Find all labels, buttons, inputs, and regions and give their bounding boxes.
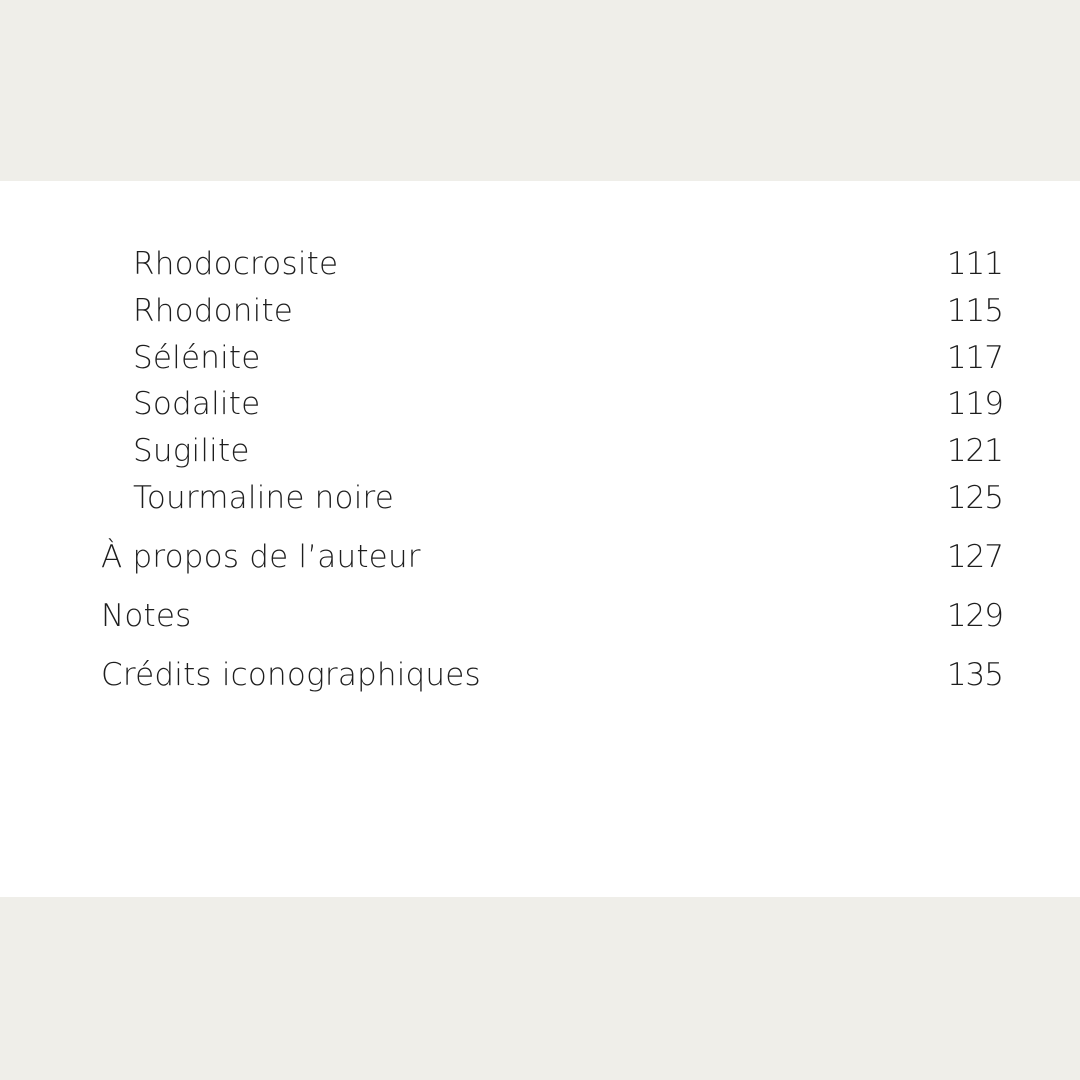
book-page [0,181,1080,897]
toc-entry [0,537,1080,577]
toc-entry [0,655,1080,695]
toc-entry-page-number: 135 [946,657,1003,693]
toc-entry-title: Tourmaline noire [133,480,395,516]
toc-entry-page-number: 125 [946,480,1003,516]
toc-entry-title: Sélénite [133,340,261,376]
toc-entry-title: Rhodonite [133,293,294,329]
toc-entry [0,338,1080,378]
toc-entry-title: Notes [101,598,192,634]
toc-entry-page-number: 127 [946,539,1003,575]
toc-entry [0,478,1080,518]
toc-entry-title: Rhodocrosite [133,246,339,282]
toc-entry-title: Crédits iconographiques [101,657,481,693]
toc-entry-page-number: 115 [946,293,1003,329]
toc-entry [0,291,1080,331]
toc-entry [0,384,1080,424]
toc-entry-page-number: 111 [946,246,1003,282]
toc-entry [0,431,1080,471]
toc-entry [0,244,1080,284]
toc-entry-page-number: 121 [946,433,1003,469]
toc-entry-page-number: 129 [946,598,1003,634]
toc-entry-title: Sodalite [133,386,261,422]
toc-entry-page-number: 119 [946,386,1003,422]
toc-entry-title: Sugilite [133,433,250,469]
toc-entry-page-number: 117 [946,340,1003,376]
toc-entry [0,596,1080,636]
toc-entry-title: À propos de l’auteur [101,539,421,575]
